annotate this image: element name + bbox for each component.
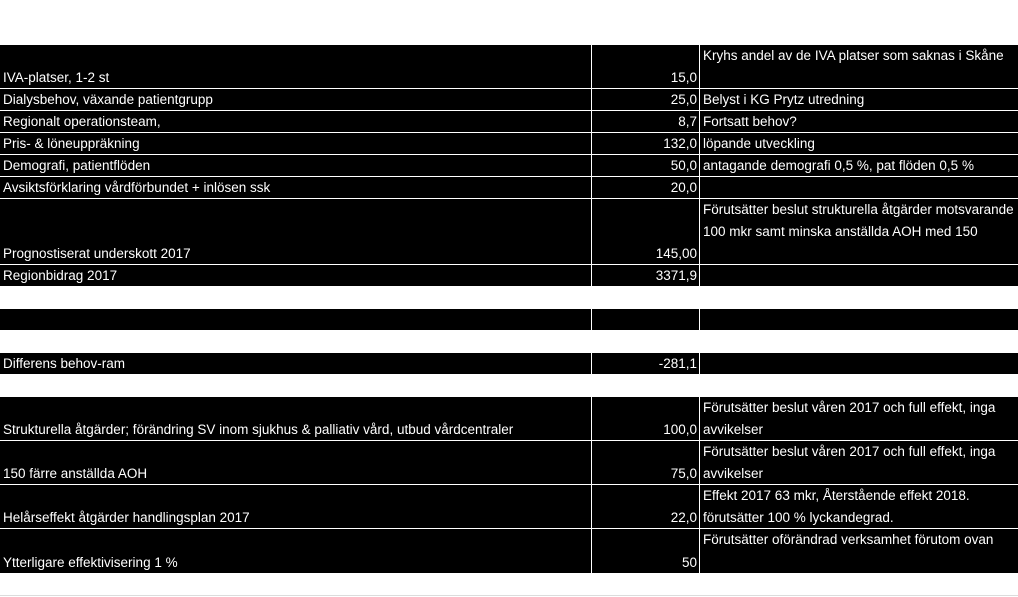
row-label: Demografi, patientflöden	[0, 155, 592, 177]
row-comment: Förutsätter beslut strukturella åtgärder motsvarande 100 mkr samt minska anställda AOH med 150	[700, 199, 1018, 265]
row-label: Differens behov-ram	[0, 353, 592, 375]
row-comment: Effekt 2017 63 mkr, Återstående effekt 2018. förutsätter 100 % lyckandegrad.	[700, 485, 1018, 529]
row-value: 22,0	[592, 485, 700, 529]
table-row	[0, 89, 1018, 111]
table-row	[0, 199, 1018, 265]
table-row	[0, 111, 1018, 133]
row-value: -281,1	[592, 353, 700, 375]
row-comment: Fortsatt behov?	[700, 111, 1018, 133]
row-value: 100,0	[592, 397, 700, 441]
row-label: Regionbidrag 2017	[0, 265, 592, 287]
bottom-divider	[0, 595, 1018, 596]
row-label: Prognostiserat underskott 2017	[0, 199, 592, 265]
row-value: 25,0	[592, 89, 700, 111]
row-label: Ytterligare effektivisering 1 %	[0, 529, 592, 574]
row-comment: antagande demografi 0,5 %, pat flöden 0,5 %	[700, 155, 1018, 177]
table-row	[0, 485, 1018, 529]
row-value: 20,0	[592, 177, 700, 199]
table-row	[0, 45, 1018, 89]
table-row	[0, 529, 1018, 574]
table-row	[0, 265, 1018, 287]
row-comment	[700, 309, 1018, 331]
row-comment: löpande utveckling	[700, 133, 1018, 155]
row-comment: Förutsätter beslut våren 2017 och full effekt, inga avvikelser	[700, 441, 1018, 485]
row-label: IVA-platser, 1-2 st	[0, 45, 592, 89]
row-comment	[700, 177, 1018, 199]
row-label: Strukturella åtgärder; förändring SV inom sjukhus & palliativ vård, utbud vårdcentraler	[0, 397, 592, 441]
row-value: 50,0	[592, 155, 700, 177]
row-value: 15,0	[592, 45, 700, 89]
row-label: Avsiktsförklaring vårdförbundet + inlösen ssk	[0, 177, 592, 199]
table-row	[0, 441, 1018, 485]
row-value: 50	[592, 529, 700, 574]
row-label: 150 färre anställda AOH	[0, 441, 592, 485]
row-comment: Kryhs andel av de IVA platser som saknas i Skåne	[700, 45, 1018, 89]
difference-row	[0, 353, 1018, 375]
row-label: Dialysbehov, växande patientgrupp	[0, 89, 592, 111]
table-row	[0, 133, 1018, 155]
table-row	[0, 155, 1018, 177]
row-comment: Belyst i KG Prytz utredning	[700, 89, 1018, 111]
row-label	[0, 309, 592, 331]
row-comment	[700, 265, 1018, 287]
row-label: Regionalt operationsteam,	[0, 111, 592, 133]
table-row	[0, 397, 1018, 441]
empty-row	[0, 309, 1018, 331]
row-value: 75,0	[592, 441, 700, 485]
row-value: 145,00	[592, 199, 700, 265]
row-value	[592, 309, 700, 331]
row-label: Helårseffekt åtgärder handlingsplan 2017	[0, 485, 592, 529]
row-value: 132,0	[592, 133, 700, 155]
row-comment	[700, 353, 1018, 375]
row-value: 3371,9	[592, 265, 700, 287]
table-row	[0, 177, 1018, 199]
row-comment: Förutsätter beslut våren 2017 och full effekt, inga avvikelser	[700, 397, 1018, 441]
row-value: 8,7	[592, 111, 700, 133]
row-label: Pris- & löneuppräkning	[0, 133, 592, 155]
row-comment: Förutsätter oförändrad verksamhet förutom ovan	[700, 529, 1018, 574]
